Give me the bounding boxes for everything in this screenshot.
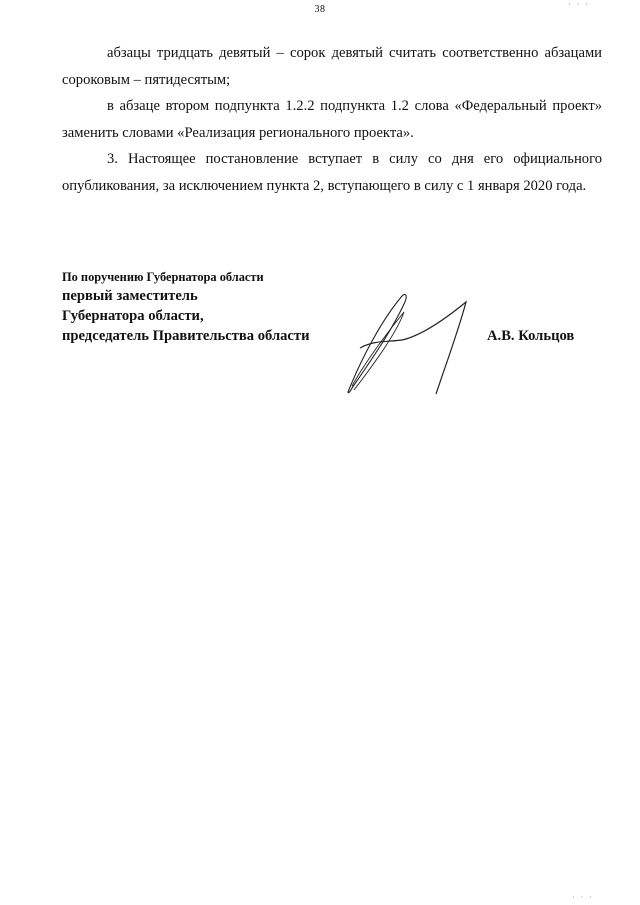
- handwritten-signature-icon: [330, 282, 480, 407]
- paragraph: в абзаце втором подпункта 1.2.2 подпункта 1.2 слова «Федеральный проект» заменить словами «Реализация регионального проекта».: [62, 98, 602, 141]
- signatory-line: первый заместитель: [62, 288, 198, 304]
- signatory-block: [62, 268, 309, 346]
- paragraph: 3. Настоящее постановление вступает в силу со дня его официального опубликования, за исключением пункта 2, вступающего в силу с 1 января 2020 года.: [62, 151, 602, 194]
- document-body: [62, 40, 602, 200]
- corner-mark-bottom: · · ·: [572, 893, 594, 902]
- paragraph: абзацы тридцать девятый – сорок девятый считать соответственно абзацами сороковым – пятидесятым;: [62, 45, 602, 88]
- signatory-line: Губернатора области,: [62, 308, 204, 324]
- corner-mark-top: · · ·: [568, 0, 590, 9]
- signatory-line: По поручению Губернатора области: [62, 270, 264, 284]
- signatory-name: А.В. Кольцов: [487, 328, 575, 344]
- signatory-line: председатель Правительства области: [62, 328, 310, 344]
- page-number: 38: [314, 4, 326, 15]
